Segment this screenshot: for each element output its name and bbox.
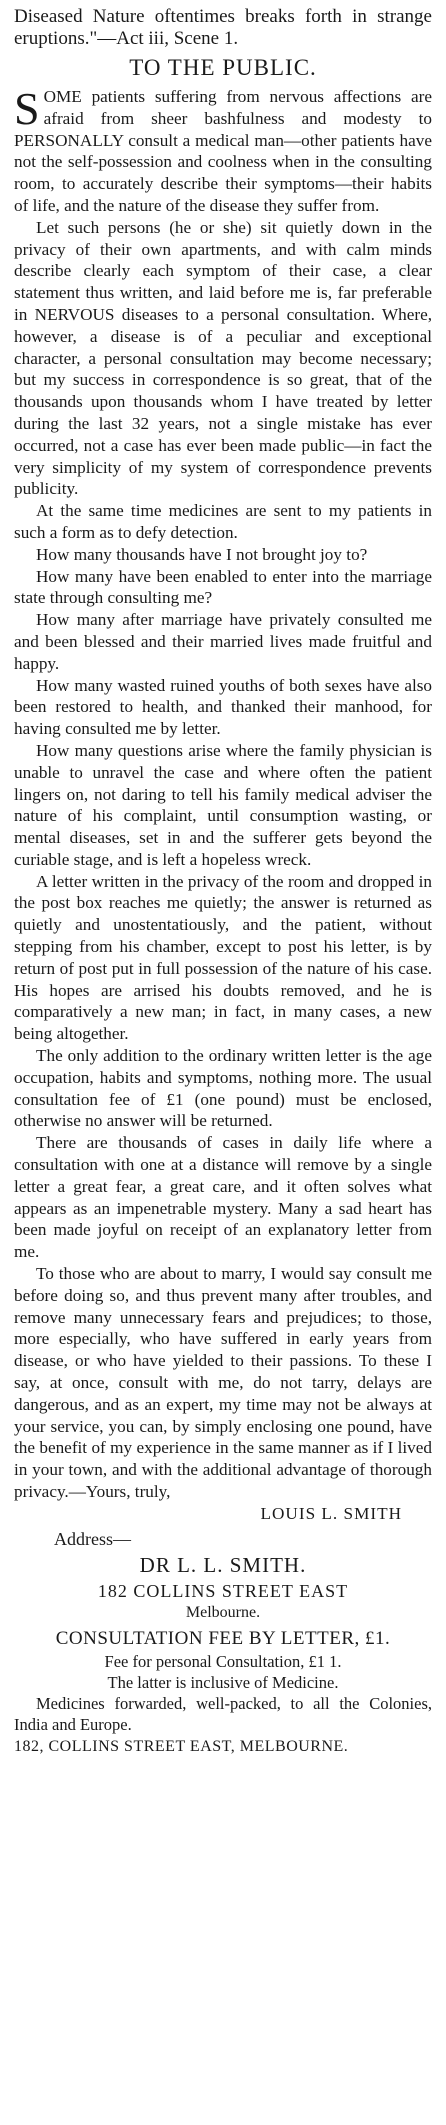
signature-name: LOUIS L. SMITH [260,1503,402,1523]
body-paragraph-text: OME patients suffering from nervous affections are afraid from sheer bashfulness and modesty to PERSONALLY consult a medical man—other patients have not the self-possession and coolness when in the consulting room, to accurately describe their symptoms—their habits of life, and the nature of the disease they suffer from. [14,87,432,215]
body-paragraph: The only addition to the ordinary written letter is the age occupation, habits and symptoms, nothing more. The usual consultation fee of £1 (one pound) must be enclosed, otherwise no answer will be returned. [14,1046,432,1131]
body-paragraph: How many after marriage have privately consulted me and been blessed and their married lives made fruitful and happy. [14,610,432,673]
advert-body [14,83,432,1503]
advert-heading: TO THE PUBLIC. [129,55,317,80]
doctor-name: DR L. L. SMITH. [139,1552,307,1577]
address-label: Address— [54,1528,131,1549]
fee-personal-line: Fee for personal Consultation, £1 1. [104,1651,342,1671]
epigraph-quote: Diseased Nature oftentimes breaks forth in strange eruptions."—Act iii, Scene 1. [14,6,432,49]
fee-heading: CONSULTATION FEE BY LETTER, £1. [55,1627,391,1649]
body-paragraph: How many wasted ruined youths of both sexes have also been restored to health, and thanked their manhood, for having consulted me by letter. [14,675,432,739]
city-name: Melbourne. [185,1603,261,1621]
footer-address: 182, COLLINS STREET EAST, MELBOURNE. [14,1737,349,1755]
body-paragraph: How many thousands have I not brought joy to? [36,544,368,564]
body-paragraph: How many questions arise where the family physician is unable to unravel the case and where often the patient lingers on, not daring to tell his family medical adviser the nature of his complaint, until consumption wasting, or mental diseases, set in and the sufferer gets beyond the curiable stage, and is left a hopeless wreck. [14,740,432,869]
body-paragraph: How many have been enabled to enter into the marriage state through consulting me? [14,566,432,608]
body-paragraph: Let such persons (he or she) sit quietly down in the privacy of their own apartments, and with calm minds describe clearly each symptom of their case, a clear statement thus written, and laid before me is, far preferable in NERVOUS diseases to a personal consultation. Where, however, a disease is of a peculiar and exceptional character, a personal consultation may become necessary; but my success in correspondence is so great, that of the thousands upon thousands whom I have treated by letter during the last 32 years, not a single mistake has ever occurred, not a case has ever been made public—in fact the very simplicity of my system of correspondence prevents publicity. [14,217,432,499]
body-paragraph: To those who are about to marry, I would say consult me before doing so, and thus prevent many after troubles, and remove many unnecessary fears and prejudices; to those, more especially, who have suffered in early years from disease, or who have yielded to their passions. To these I say, at once, consult with me, do not tarry, delays are dangerous, and as an expert, my time may not be always at your service, you can, by simply enclosing one pound, have the benefit of my experience in the same manner as if I lived in your town, and with the additional advantage of thorough privacy.—Yours, truly, [14,1264,432,1501]
drop-capital-letter: S [14,83,40,134]
medicine-note: The latter is inclusive of Medicine. [107,1672,339,1692]
body-paragraph-opening [14,83,432,217]
body-paragraph: There are thousands of cases in daily life where a consultation with one at a distance will remove by a single letter a great fear, a great care, and it often solves what appears as an impenetrable mystery. Many a sad heart has been made joyful on receipt of an explanatory letter from me. [14,1133,432,1262]
body-paragraph: At the same time medicines are sent to my patients in such a form as to defy detection. [14,501,432,542]
body-paragraph: A letter written in the privacy of the room and dropped in the post box reaches me quietly; the answer is returned as quietly and unostentatiously, and the patient, without stepping from his chamber, except to post his letter, is by return of post put in full possession of the nature of his case. His hopes are arrised his doubts removed, and he is comparatively a new man; in fact, in many cases, a new being altogether. [14,871,432,1044]
street-address: 182 COLLINS STREET EAST [97,1580,349,1601]
forwarding-note: Medicines forwarded, well-packed, to all the Colonies, India and Europe. [14,1693,432,1734]
